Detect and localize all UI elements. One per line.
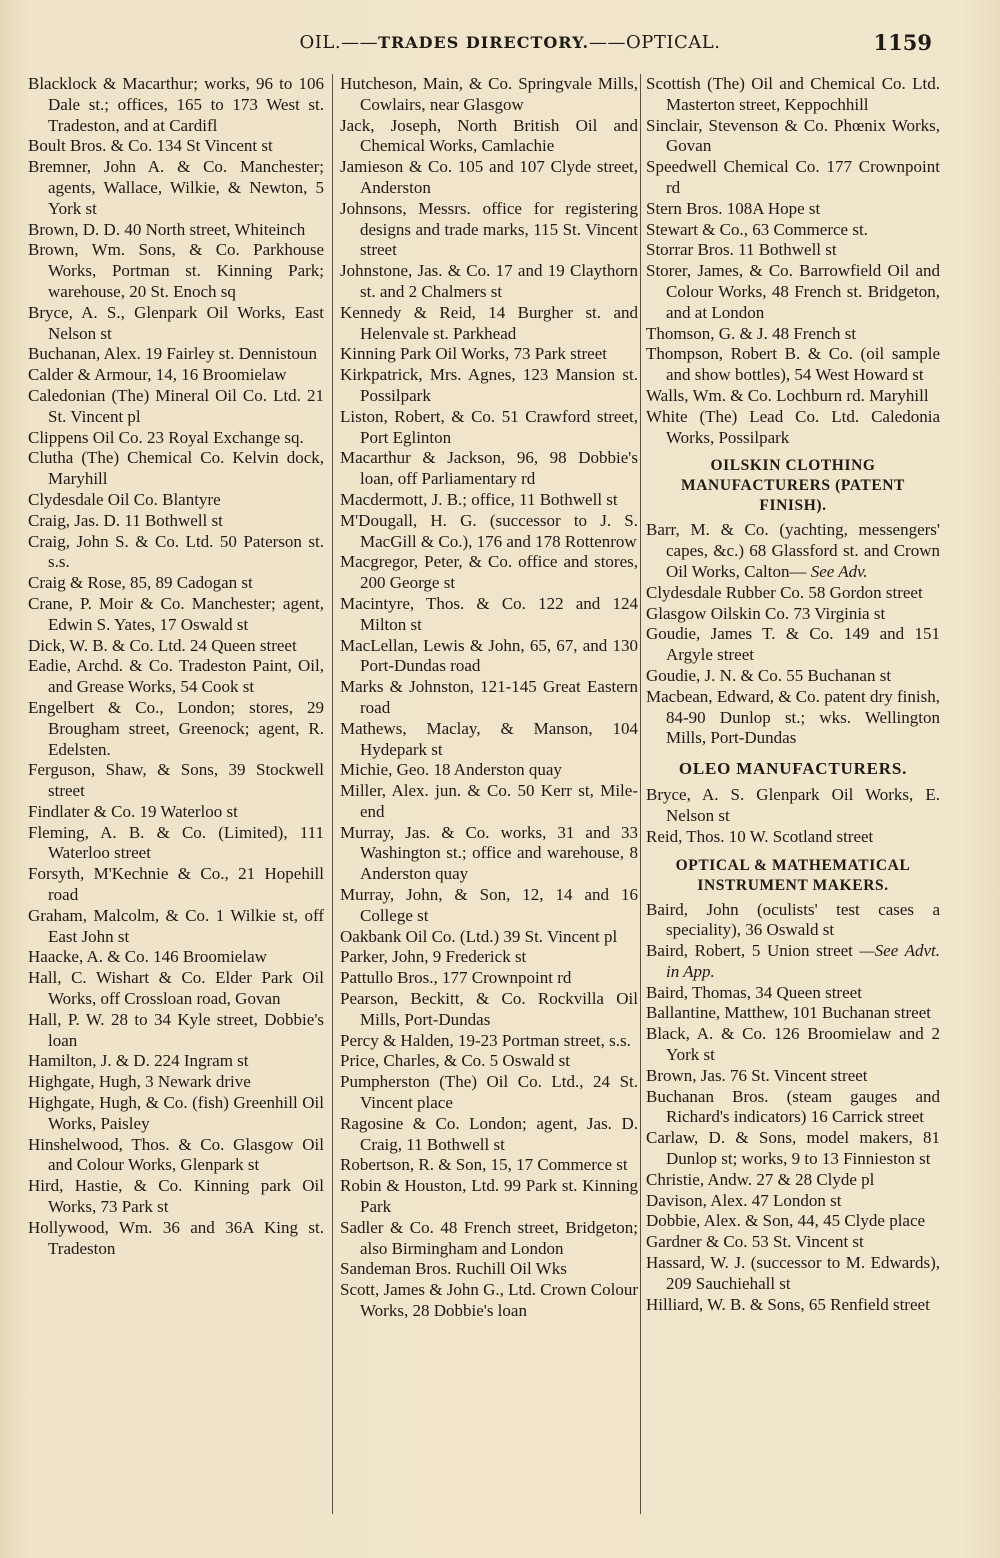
running-head [280,32,740,53]
entry-text: Bryce, A. S. Glenpark Oil Works, E. Nelson st [646,785,940,825]
entry-text: Engelbert & Co., London; stores, 29 Brougham street, Greenock; agent, R. Edelsten. [28,697,324,759]
entry-text: Craig, Jas. D. 11 Bothwell st [28,510,223,530]
directory-entry [28,636,324,657]
entry-text: Walls, Wm. & Co. Lochburn rd. Maryhill [646,385,929,405]
page-header [0,30,1000,60]
section-heading: OLEO MANUFACTURERS. [678,759,908,779]
entry-text: Ferguson, Shaw, & Sons, 39 Stockwell street [28,760,324,801]
directory-entry [340,199,638,261]
entry-text: Bryce, A. S., Glenpark Oil Works, East Nelson st [28,302,324,343]
entry-text: Macgregor, Peter, & Co. office and stores, 200 George st [340,552,638,593]
entry-text: Boult Bros. & Co. 134 St Vincent st [28,136,273,156]
entry-text: Glasgow Oilskin Co. 73 Virginia st [646,603,886,623]
directory-entry [646,324,940,345]
directory-entry [646,407,940,449]
entry-text: Hutcheson, Main, & Co. Springvale Mills, Cowlairs, near Glasgow [340,74,638,114]
entry-text: Clydesdale Rubber Co. 58 Gordon street [646,582,923,602]
directory-entry [646,1003,940,1024]
entry-text: Reid, Thos. 10 W. Scotland street [646,826,874,846]
entry-text: M'Dougall, H. G. (successor to J. S. MacGill & Co.), 176 and 178 Rottenrow [340,510,638,551]
entry-text: Buchanan, Alex. 19 Fairley st. Dennistoun [28,344,317,364]
directory-entry [646,386,940,407]
entry-text: Macdermott, J. B.; office, 11 Bothwell st [340,489,618,509]
directory-entry [340,303,638,345]
directory-entry [646,1295,940,1316]
entry-text: Christie, Andw. 27 & 28 Clyde pl [646,1169,875,1189]
directory-entry [646,344,940,386]
directory-entry [340,1280,638,1322]
directory-entry [340,1114,638,1156]
entry-text: Parker, John, 9 Frederick st [340,947,527,967]
directory-entry [340,261,638,303]
directory-entry [28,428,324,449]
entry-text: Ragosine & Co. London; agent, Jas. D. Craig, 11 Bothwell st [340,1113,638,1154]
directory-entry [28,1135,324,1177]
entry-text: Hall, C. Wishart & Co. Elder Park Oil Works, off Crossloan road, Govan [28,968,324,1009]
entry-text: Thompson, Robert B. & Co. (oil sample and show bottles), 54 West Howard st [646,344,940,385]
directory-entry [646,520,940,582]
directory-entry [28,1051,324,1072]
directory-entry [646,983,940,1004]
directory-entry [340,490,638,511]
entry-text: Highgate, Hugh, & Co. (fish) Greenhill Oil Works, Paisley [28,1093,324,1133]
directory-entry [340,1176,638,1218]
entry-text: Brown, Wm. Sons, & Co. Parkhouse Works, Portman st. Kinning Park; warehouse, 20 St. Enoch sq [28,240,324,301]
running-head-right: OPTICAL. [626,32,721,53]
entry-text: Forsyth, M'Kechnie & Co., 21 Hopehill road [28,864,324,905]
directory-entry [340,344,638,365]
directory-entry [646,157,940,199]
directory-entry [340,1259,638,1280]
entry-text: Black, A. & Co. 126 Broomielaw and 2 York st [646,1024,940,1065]
directory-entry [646,74,940,116]
entry-text: Kinning Park Oil Works, 73 Park street [340,344,607,364]
entry-text: Kennedy & Reid, 14 Burgher st. and Helenvale st. Parkhead [340,302,638,343]
entry-text: Jamieson & Co. 105 and 107 Clyde street, Anderston [340,157,638,197]
entry-text: Macarthur & Jackson, 96, 98 Dobbie's loan, off Parliamentary rd [340,448,638,489]
directory-entry [28,532,324,574]
directory-entry [646,1191,940,1212]
entry-text: Kirkpatrick, Mrs. Agnes, 123 Mansion st. Possilpark [340,365,638,405]
directory-entry [646,583,940,604]
directory-entry [28,344,324,365]
entry-text: Goudie, James T. & Co. 149 and 151 Argyle street [646,624,940,665]
directory-entry [28,968,324,1010]
directory-entry [340,74,638,116]
entry-text: Gardner & Co. 53 St. Vincent st [646,1232,864,1252]
directory-entry [646,220,940,241]
directory-entry [646,1253,940,1295]
section-heading: OILSKIN CLOTHING MANUFACTURERS (PATENT FINISH). [681,457,905,515]
directory-entry [28,594,324,636]
entry-text: Fleming, A. B. & Co. (Limited), 111 Waterloo street [28,822,324,863]
entry-text: Highgate, Hugh, 3 Newark drive [28,1072,251,1092]
directory-entry [340,677,638,719]
directory-entry [28,157,324,219]
directory-entry [28,1010,324,1052]
directory-entry [646,941,940,983]
directory-entry [646,785,940,827]
directory-entry [646,666,940,687]
entry-text: Dobbie, Alex. & Son, 44, 45 Clyde place [646,1211,926,1231]
directory-entry [340,781,638,823]
directory-entry [340,947,638,968]
directory-entry [340,448,638,490]
entry-text: Sinclair, Stevenson & Co. Phœnix Works, Govan [646,115,940,156]
directory-entry [28,136,324,157]
directory-entry [340,968,638,989]
entry-advert-note: See Adv. [810,561,868,581]
entry-text: Storer, James, & Co. Barrowfield Oil and Colour Works, 48 French st. Bridgeton, and at London [646,261,940,322]
entry-text: Hamilton, J. & D. 224 Ingram st [28,1051,249,1071]
entry-text: Pearson, Beckitt, & Co. Rockvilla Oil Mills, Port-Dundas [340,989,638,1029]
directory-entry [646,1128,940,1170]
entry-text: Baird, Robert, 5 Union street [646,941,853,961]
entry-text: Miller, Alex. jun. & Co. 50 Kerr st, Mile-end [340,781,638,821]
directory-entry [28,448,324,490]
entry-text: Craig & Rose, 85, 89 Cadogan st [28,573,253,593]
directory-entry [340,1218,638,1260]
entry-text: Barr, M. & Co. (yachting, messengers' capes, &c.) 68 Glassford st. and Crown Oil Works, Calton— [646,520,940,581]
directory-entry [646,240,940,261]
entry-text: Marks & Johnston, 121-145 Great Eastern road [340,677,638,717]
entry-text: Blacklock & Macarthur; works, 96 to 106 Dale st.; offices, 165 to 173 West st. Tradeston, and at Cardifl [28,74,324,135]
directory-entry [28,1176,324,1218]
running-head-left: OIL. [299,32,342,53]
entry-text: MacLellan, Lewis & John, 65, 67, and 130 Port-Dundas road [340,635,638,676]
entry-text: Baird, Thomas, 34 Queen street [646,982,862,1002]
directory-entry [340,594,638,636]
directory-entry [646,900,940,942]
directory-entry [28,303,324,345]
entry-text: Speedwell Chemical Co. 177 Crownpoint rd [646,157,940,197]
entry-text: Hassard, W. J. (successor to M. Edwards), 209 Sauchiehall st [646,1253,940,1293]
directory-entry [340,407,638,449]
page-number: 1159 [873,30,932,55]
entry-text: Clippens Oil Co. 23 Royal Exchange sq. [28,427,304,447]
entry-text: Murray, Jas. & Co. works, 31 and 33 Washington st.; office and warehouse, 8 Anderston quay [340,822,638,884]
entry-text: Findlater & Co. 19 Waterloo st [28,801,238,821]
entry-text: Craig, John S. & Co. Ltd. 50 Paterson st. s.s. [28,531,324,572]
directory-entry [28,74,324,136]
directory-entry [646,116,940,158]
entry-text: Percy & Halden, 19-23 Portman street, s.s. [340,1030,631,1050]
directory-entry [646,1087,940,1129]
entry-text: Robertson, R. & Son, 15, 17 Commerce st [340,1155,628,1175]
entry-text: Hollywood, Wm. 36 and 36A King st. Tradeston [28,1217,324,1258]
directory-entry [28,490,324,511]
directory-entry [28,698,324,760]
directory-entry [28,864,324,906]
entry-text: Johnsons, Messrs. office for registering designs and trade marks, 115 St. Vincent street [340,198,638,260]
entry-text: Mathews, Maclay, & Manson, 104 Hydepark st [340,718,638,759]
entry-text: Macintyre, Thos. & Co. 122 and 124 Milton st [340,593,638,634]
directory-entry [340,885,638,927]
directory-entry [340,719,638,761]
directory-entry [340,116,638,158]
entry-text: Johnstone, Jas. & Co. 17 and 19 Claythorn st. and 2 Chalmers st [340,261,638,301]
entry-text: Jack, Joseph, North British Oil and Chemical Works, Camlachie [340,115,638,156]
column-3 [646,74,940,1524]
entry-text: Goudie, J. N. & Co. 55 Buchanan st [646,665,892,685]
directory-entry [646,1170,940,1191]
directory-entry [646,1232,940,1253]
directory-entry [646,827,940,848]
running-head-dash-right: —— [589,32,627,53]
column-1 [28,74,324,1524]
entry-text: Clydesdale Oil Co. Blantyre [28,489,221,509]
directory-entry [340,636,638,678]
directory-entry [28,240,324,302]
directory-entry [340,552,638,594]
entry-text: Stern Bros. 108A Hope st [646,198,821,218]
entry-text: Scottish (The) Oil and Chemical Co. Ltd. Masterton street, Keppochhill [646,74,940,114]
entry-text: Haacke, A. & Co. 146 Broomielaw [28,947,267,967]
directory-entry [340,927,638,948]
entry-text: Sandeman Bros. Ruchill Oil Wks [340,1259,567,1279]
entry-text: Bremner, John A. & Co. Manchester; agents, Wallace, Wilkie, & Newton, 5 York st [28,157,324,218]
entry-text: Carlaw, D. & Sons, model makers, 81 Dunlop st; works, 9 to 13 Finnieston st [646,1128,940,1169]
directory-entry [28,511,324,532]
entry-text: Pumpherston (The) Oil Co. Ltd., 24 St. Vincent place [340,1072,638,1113]
entry-text: Michie, Geo. 18 Anderston quay [340,760,562,780]
directory-entry [340,989,638,1031]
entry-text: Price, Charles, & Co. 5 Oswald st [340,1051,570,1071]
entry-text: Brown, D. D. 40 North street, Whiteinch [28,219,306,239]
directory-entry [646,604,940,625]
directory-entry [646,1211,940,1232]
directory-entry [646,261,940,323]
directory-entry [340,365,638,407]
entry-text: Scott, James & John G., Ltd. Crown Colour Works, 28 Dobbie's loan [340,1280,638,1321]
directory-entry [28,802,324,823]
entry-text: Hilliard, W. B. & Sons, 65 Renfield street [646,1294,930,1314]
directory-entry [646,687,940,749]
column-2 [340,74,638,1524]
directory-entry [646,1024,940,1066]
directory-entry [28,1218,324,1260]
entry-text: Thomson, G. & J. 48 French st [646,323,857,343]
directory-entry [28,365,324,386]
entry-text: Clutha (The) Chemical Co. Kelvin dock, Maryhill [28,448,324,489]
directory-entry [28,220,324,241]
entry-text: Baird, John (oculists' test cases a speciality), 36 Oswald st [646,899,940,940]
directory-entry [28,760,324,802]
entry-text: White (The) Lead Co. Ltd. Caledonia Works, Possilpark [646,406,940,447]
directory-entry [28,906,324,948]
directory-entry [28,1072,324,1093]
directory-entry [340,1155,638,1176]
directory-entry [28,656,324,698]
entry-text: Dick, W. B. & Co. Ltd. 24 Queen street [28,635,297,655]
directory-entry [340,1051,638,1072]
running-head-dash-left: —— [341,32,379,53]
directory-entry [340,760,638,781]
entry-text: Pattullo Bros., 177 Crownpoint rd [340,968,572,988]
entry-text: Robin & Houston, Ltd. 99 Park st. Kinning Park [340,1176,638,1217]
section-heading: OPTICAL & MATHEMATICAL INSTRUMENT MAKERS. [675,856,911,894]
entry-text: Eadie, Archd. & Co. Tradeston Paint, Oil, and Grease Works, 54 Cook st [28,656,324,697]
entry-text: Macbean, Edward, & Co. patent dry finish, 84-90 Dunlop st.; wks. Wellington Mills, Port-Dundas [646,686,940,748]
entry-text: Brown, Jas. 76 St. Vincent street [646,1065,868,1085]
directory-entry [340,1072,638,1114]
entry-text: Hird, Hastie, & Co. Kinning park Oil Works, 73 Park st [28,1176,324,1217]
directory-columns [28,74,940,1524]
directory-entry [340,823,638,885]
entry-text: Davison, Alex. 47 London st [646,1190,842,1210]
entry-text: Calder & Armour, 14, 16 Broomielaw [28,365,287,385]
entry-text: Murray, John, & Son, 12, 14 and 16 College st [340,885,638,925]
entry-text: Buchanan Bros. (steam gauges and Richard's indicators) 16 Carrick street [646,1086,940,1127]
entry-text: Liston, Robert, & Co. 51 Crawford street, Port Eglinton [340,406,638,447]
entry-text: Crane, P. Moir & Co. Manchester; agent, Edwin S. Yates, 17 Oswald st [28,593,324,634]
directory-entry [340,511,638,553]
entry-advert-note: —See Advt. in App. [666,941,940,981]
entry-text: Graham, Malcolm, & Co. 1 Wilkie st, off East John st [28,905,324,946]
running-head-title: TRADES DIRECTORY. [378,33,590,52]
directory-entry [340,157,638,199]
directory-entry [646,199,940,220]
directory-entry [28,573,324,594]
entry-text: Storrar Bros. 11 Bothwell st [646,240,837,260]
entry-text: Caledonian (The) Mineral Oil Co. Ltd. 21 St. Vincent pl [28,385,324,426]
directory-entry [28,386,324,428]
entry-text: Hall, P. W. 28 to 34 Kyle street, Dobbie's loan [28,1009,324,1050]
directory-entry [340,1031,638,1052]
entry-text: Sadler & Co. 48 French street, Bridgeton; also Birmingham and London [340,1217,638,1258]
directory-entry [28,947,324,968]
entry-text: Oakbank Oil Co. (Ltd.) 39 St. Vincent pl [340,926,618,946]
directory-entry [28,1093,324,1135]
directory-entry [646,1066,940,1087]
directory-entry [28,823,324,865]
entry-text: Ballantine, Matthew, 101 Buchanan street [646,1003,931,1023]
entry-text: Stewart & Co., 63 Commerce st. [646,219,868,239]
directory-entry [646,624,940,666]
entry-text: Hinshelwood, Thos. & Co. Glasgow Oil and Colour Works, Glenpark st [28,1134,324,1175]
